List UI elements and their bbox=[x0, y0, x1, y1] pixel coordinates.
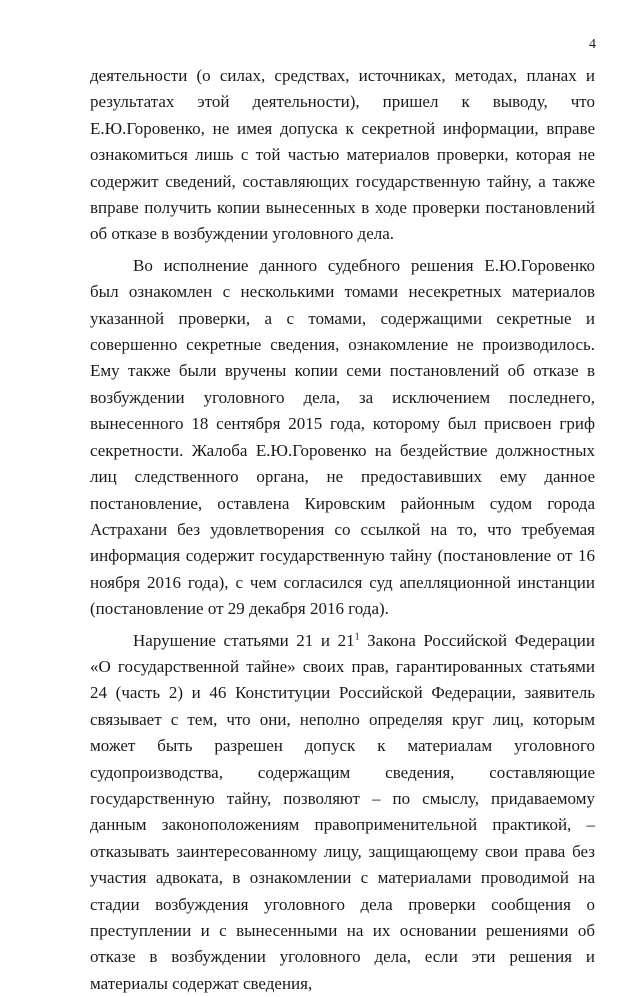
article-superscript: 1 bbox=[354, 630, 360, 642]
paragraph-2: Во исполнение данного судебного решения Е.Ю.Горовенко был ознакомлен с несколькими томами несекретных материалов указанной проверки, а с томами, содержащими секретные и совершенно секретные сведения, ознакомление не производилось. Ему также были вручены копии семи постановлений об отказе в возбуждении уголовного дела, за исключением последнего, вынесенного 18 сентября 2015 года, которому был присвоен гриф секретности. Жалоба Е.Ю.Горовенко на бездействие должностных лиц следственного органа, не предоставивших ему данное постановление, оставлена Кировским районным судом города Астрахани без удовлетворения со ссылкой на то, что требуемая информация содержит государственную тайну (постановление от 16 ноября 2016 года), с чем согласился суд апелляционной инстанции (постановление от 29 декабря 2016 года). bbox=[90, 255, 595, 619]
page-number: 4 bbox=[589, 37, 596, 52]
paragraph-3-rest: Закона Российской Федерации «О государственной тайне» своих прав, гарантированных статьями 24 (часть 2) и 46 Конституции Российской Федерации, заявитель связывает с тем, что они, неполно определяя круг лиц, которым может быть разрешен допуск к материалам уголовного судопроизводства, содержащим сведения, составляющие государственную тайну, позволяют – по смыслу, придаваемому данным законоположениям правоприменительной практикой, – отказывать заинтересованному лицу, защищающему свои права без участия адвоката, в ознакомлении с материалами проводимой на стадии возбуждения уголовного дела проверки сообщения о преступлении и с вынесенными на их основании решениями об отказе в возбуждении уголовного дела, если эти решения и материалы содержат сведения, bbox=[90, 630, 596, 993]
paragraph-3-lead: Нарушение статьями 21 и 21 bbox=[133, 630, 355, 650]
document-body bbox=[90, 63, 595, 997]
paragraph-1: деятельности (о силах, средствах, источниках, методах, планах и результатах этой деятельности), пришел к выводу, что Е.Ю.Горовенко, не имея допуска к секретной информации, вправе ознакомиться лишь с той частью материалов проверки, которая не содержит сведений, составляющих государственную тайну, а также вправе получить копии вынесенных в ходе проверки постановлений об отказе в возбуждении уголовного дела. bbox=[90, 66, 595, 244]
paragraph-3 bbox=[90, 628, 595, 997]
